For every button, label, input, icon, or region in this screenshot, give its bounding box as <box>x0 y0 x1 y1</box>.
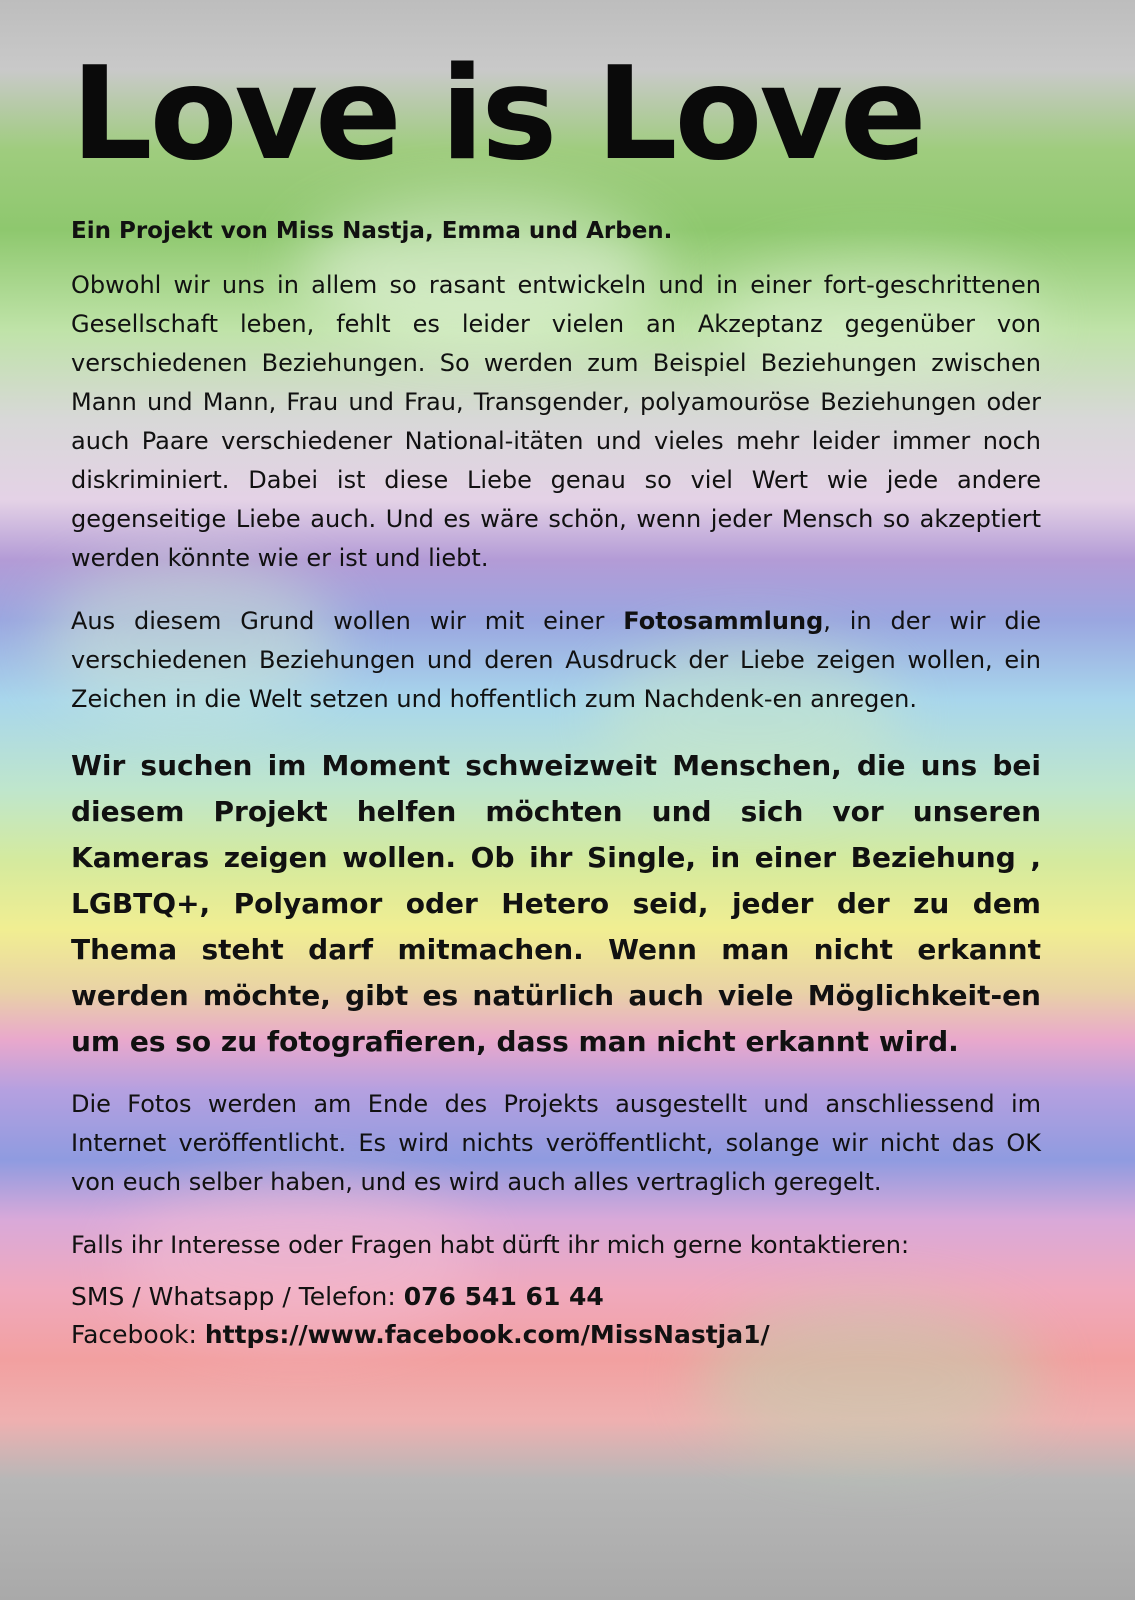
project-text-end: , in der wir die verschiedenen Beziehungen und deren Ausdruck der Liebe zeigen wollen, ein Zeichen in die Welt setzen und hoffentlich zum Nachdenk-en anregen. <box>71 607 1041 713</box>
phone-label: SMS / Whatsapp / Telefon: <box>71 1282 404 1311</box>
facebook-link: https://www.facebook.com/MissNastja1/ <box>204 1320 770 1349</box>
intro-paragraph: Obwohl wir uns in allem so rasant entwickeln und in einer fort-geschrittenen Gesellschaft leben, fehlt es leider vielen an Akzeptanz gegenüber von verschiedenen Beziehungen. So werden zum Beispiel Beziehungen zwischen Mann und Mann, Frau und Frau, Transgender, polyamouröse Beziehungen oder auch Paare verschiedener National-itäten und vieles mehr leider immer noch diskriminiert. Dabei ist diese Liebe genau so viel Wert wie jede andere gegenseitige Liebe auch. Und es wäre schön, wenn jeder Mensch so akzeptiert werden könnte wie er ist und liebt. <box>71 271 1041 572</box>
project-paragraph <box>71 602 1041 719</box>
phone-number: 076 541 61 44 <box>403 1282 604 1311</box>
phone-line <box>71 1278 1041 1316</box>
publication-paragraph: Die Fotos werden am Ende des Projekts ausgestellt und anschliessend im Internet veröffentlicht. Es wird nichts veröffentlicht, solange wir nicht das OK von euch selber haben, und es wird auch alles vertraglich geregelt. <box>71 1090 1041 1196</box>
project-keyword: Fotosammlung <box>623 607 824 635</box>
flyer-subtitle: Ein Projekt von Miss Nastja, Emma und Arben. <box>71 218 673 244</box>
flyer-content <box>71 40 1041 1354</box>
facebook-label: Facebook: <box>71 1320 205 1349</box>
facebook-line <box>71 1316 1041 1354</box>
flyer-title: Love is Love <box>71 40 924 189</box>
project-text-start: Aus diesem Grund wollen wir mit einer <box>71 607 624 635</box>
contact-intro: Falls ihr Interesse oder Fragen habt dürft ihr mich gerne kontaktieren: <box>71 1231 910 1259</box>
call-to-action-paragraph: Wir suchen im Moment schweizweit Menschen, die uns bei diesem Projekt helfen möchten und sich vor unseren Kameras zeigen wollen. Ob ihr Single, in einer Beziehung , LGBTQ+, Polyamor oder Hetero seid, jeder der zu dem Thema steht darf mitmachen. Wenn man nicht erkannt werden möchte, gibt es natürlich auch viele Möglichkeit-en um es so zu fotografieren, dass man nicht erkannt wird. <box>71 749 1041 1058</box>
